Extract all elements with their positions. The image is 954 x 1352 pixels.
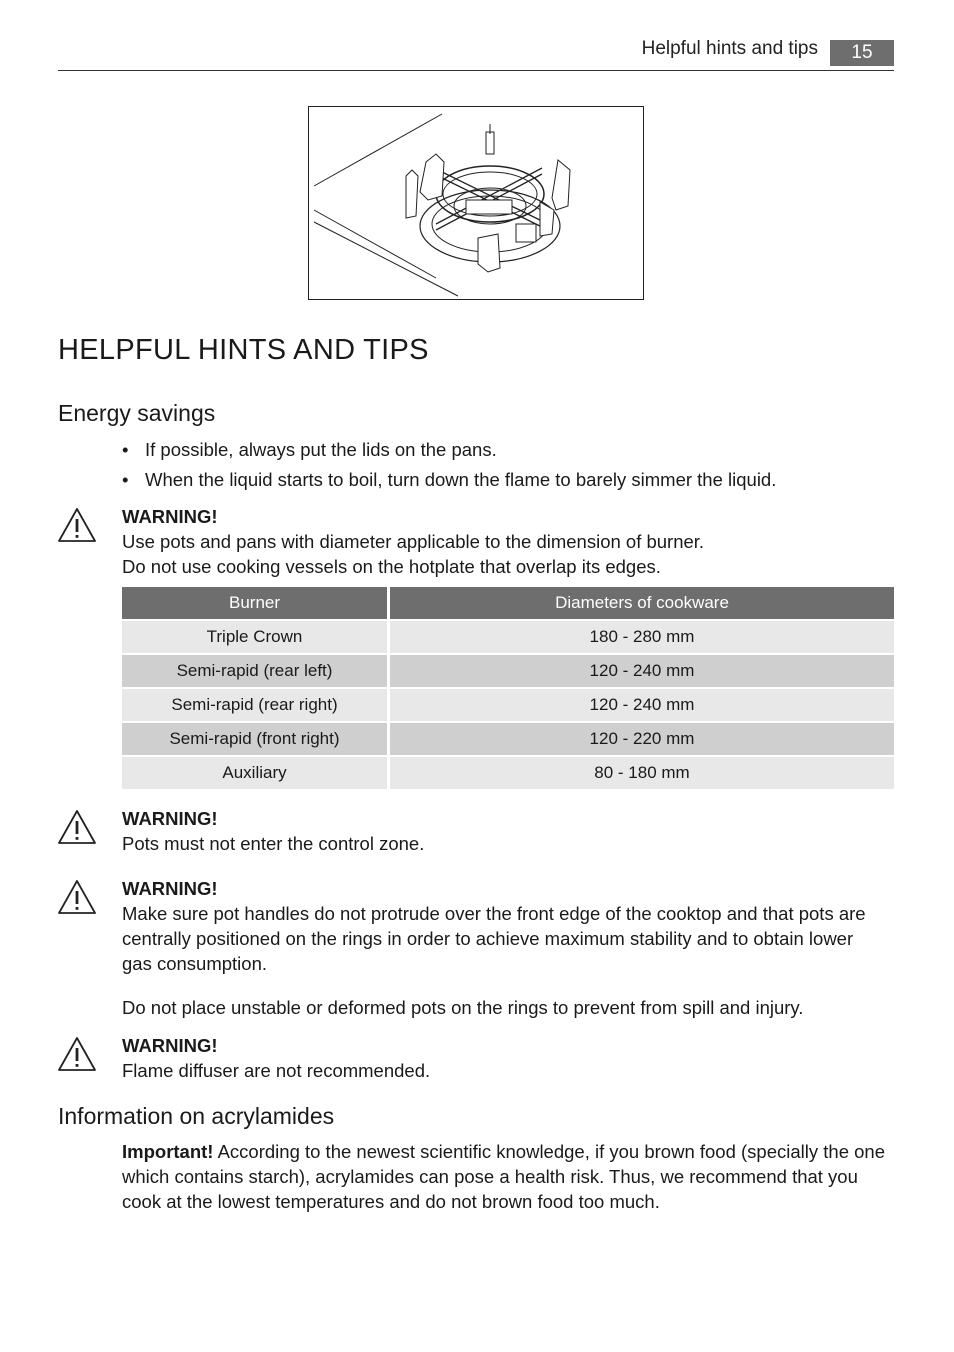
table-row — [122, 653, 894, 687]
warning-title: WARNING! — [122, 808, 218, 829]
warning-block-flame-diffuser — [122, 1033, 902, 1083]
acrylamides-heading: Information on acrylamides — [58, 1103, 335, 1129]
diameter-cell: 180 - 280 mm — [390, 619, 894, 653]
warning-block-pot-size — [122, 504, 902, 579]
warning-text-line: Pots must not enter the control zone. — [122, 833, 425, 854]
unstable-pots-note: Do not place unstable or deformed pots on the rings to prevent from spill and injury. — [122, 997, 804, 1018]
warning-block-control-zone — [122, 806, 902, 856]
important-label: Important! — [122, 1141, 214, 1162]
warning-text-line: Use pots and pans with diameter applicable to the dimension of burner. — [122, 531, 705, 552]
table-row — [122, 755, 894, 789]
diameter-cell: 120 - 240 mm — [390, 653, 894, 687]
warning-title: WARNING! — [122, 1035, 218, 1056]
table-header-row — [122, 587, 894, 619]
gas-burner-illustration — [308, 106, 644, 300]
page-number: 15 — [830, 40, 894, 66]
burner-cell: Auxiliary — [122, 755, 390, 789]
burner-cell: Semi-rapid (rear left) — [122, 653, 390, 687]
list-item-text: If possible, always put the lids on the pans. — [145, 439, 497, 460]
warning-text-line: Flame diffuser are not recommended. — [122, 1060, 431, 1081]
warning-text-line: Make sure pot handles do not protrude over the front edge of the cooktop and that pots are centrally positioned on the rings in order to achieve maximum stability and to obtain lower gas consumption. — [122, 903, 866, 974]
burner-cell: Triple Crown — [122, 619, 390, 653]
column-header-burner: Burner — [122, 587, 390, 619]
warning-triangle-icon — [57, 879, 97, 915]
warning-triangle-icon — [57, 507, 97, 543]
burner-cell: Semi-rapid (front right) — [122, 721, 390, 755]
warning-text-line: Do not use cooking vessels on the hotplate that overlap its edges. — [122, 556, 661, 577]
warning-block-pot-handles — [122, 876, 882, 976]
list-item — [122, 438, 776, 468]
cookware-diameter-table — [122, 587, 894, 789]
header-divider — [58, 70, 894, 71]
energy-savings-heading: Energy savings — [58, 400, 216, 426]
table-row — [122, 687, 894, 721]
acrylamides-text: According to the newest scientific knowledge, if you brown food (specially the one which contains starch), acrylamides can pose a health risk. Thus, we recommend that you cook at the lowest temperatures and do not brown food too much. — [122, 1141, 885, 1212]
diameter-cell: 120 - 220 mm — [390, 721, 894, 755]
list-item-text: When the liquid starts to boil, turn down the flame to barely simmer the liquid. — [145, 469, 777, 490]
warning-triangle-icon — [57, 1036, 97, 1072]
column-header-diameters: Diameters of cookware — [390, 587, 894, 619]
header-section-title: Helpful hints and tips — [641, 38, 818, 59]
diameter-cell: 80 - 180 mm — [390, 755, 894, 789]
acrylamides-paragraph — [122, 1139, 887, 1214]
burner-cell: Semi-rapid (rear right) — [122, 687, 390, 721]
warning-title: WARNING! — [122, 506, 218, 527]
diameter-cell: 120 - 240 mm — [390, 687, 894, 721]
bullet-icon: • — [122, 469, 129, 490]
warning-title: WARNING! — [122, 878, 218, 899]
bullet-icon: • — [122, 439, 129, 460]
page-title: HELPFUL HINTS AND TIPS — [58, 334, 429, 366]
warning-triangle-icon — [57, 809, 97, 845]
table-row — [122, 619, 894, 653]
energy-savings-list — [122, 438, 776, 498]
table-row — [122, 721, 894, 755]
list-item — [122, 468, 776, 498]
